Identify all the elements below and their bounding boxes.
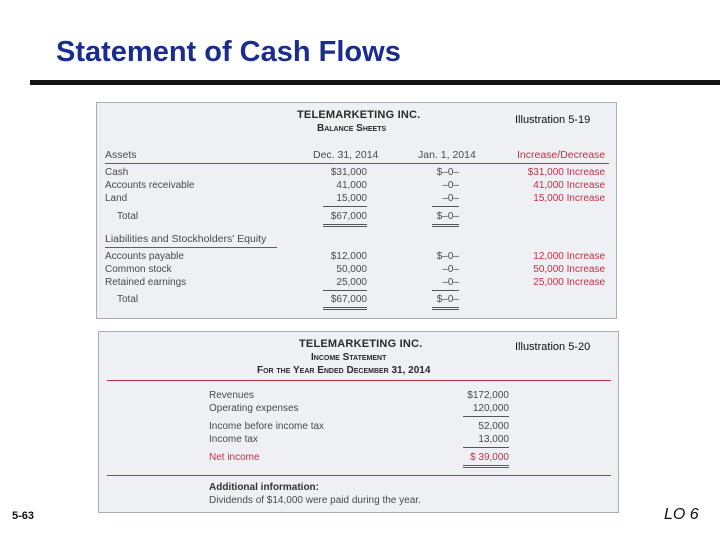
bs-row-change: 15,000 Increase (533, 193, 605, 204)
bs-col-dec-header: Dec. 31, 2014 (313, 149, 379, 161)
bs-row-jan: –0– (442, 264, 459, 275)
bs-assets-total-dec: $67,000 (330, 211, 367, 222)
bs-illustration-label: Illustration 5-19 (515, 114, 591, 126)
bs-row-change: 25,000 Increase (533, 277, 605, 288)
is-period: For the Year Ended December 31, 2014 (257, 365, 431, 376)
bs-row-label: Common stock (105, 264, 172, 275)
bs-row-change: 41,000 Increase (533, 180, 605, 191)
is-row-amount: $172,000 (467, 390, 509, 401)
is-footer-rule (107, 475, 611, 476)
bs-col-jan-header: Jan. 1, 2014 (418, 149, 476, 161)
is-row-label: Revenues (209, 390, 255, 401)
bs-row-jan: –0– (442, 180, 459, 191)
bs-row-dec: 15,000 (336, 193, 367, 204)
bs-row-change: 12,000 Increase (533, 251, 605, 262)
is-row-amount: 13,000 (478, 434, 509, 445)
is-company-name: TELEMARKETING INC. (299, 338, 423, 350)
balance-sheet-panel (96, 102, 617, 319)
is-statement-title: Income Statement (311, 352, 387, 363)
bs-row-dec: $12,000 (330, 251, 367, 262)
bs-row-label: Accounts receivable (105, 180, 195, 191)
is-row-label: Income before income tax (209, 421, 325, 432)
bs-row-dec: 25,000 (336, 277, 367, 288)
bs-col-change-header: Increase/Decrease (517, 149, 606, 161)
bs-row-jan: $–0– (436, 167, 459, 178)
slide-title: Statement of Cash Flows (56, 36, 401, 68)
is-row-label: Income tax (209, 434, 258, 445)
bs-row-change: $31,000 Increase (527, 167, 605, 178)
bs-liabilities-rule (105, 247, 277, 248)
learning-objective-label: LO 6 (664, 506, 699, 523)
is-header-rule (107, 380, 611, 381)
bs-statement-title: Balance Sheets (317, 123, 387, 134)
bs-assets-total-label: Total (117, 211, 139, 222)
is-net-income-label: Net income (209, 452, 260, 463)
bs-assets-header: Assets (105, 149, 137, 161)
bs-header-rule (105, 163, 609, 164)
bs-assets-total-jan: $–0– (436, 211, 459, 222)
bs-row-dec: 41,000 (336, 180, 367, 191)
bs-row-label: Retained earnings (105, 277, 187, 288)
is-additional-info-text: Dividends of $14,000 were paid during the year. (209, 495, 421, 506)
bs-company-name: TELEMARKETING INC. (297, 109, 421, 121)
bs-row-dec: $31,000 (330, 167, 367, 178)
bs-row-jan: –0– (442, 193, 459, 204)
is-row-amount: 120,000 (472, 403, 509, 414)
is-net-income-amount: $ 39,000 (470, 452, 509, 463)
bs-liabilities-header: Liabilities and Stockholders' Equity (105, 233, 267, 245)
title-divider (30, 80, 720, 85)
bs-row-dec: 50,000 (336, 264, 367, 275)
bs-row-jan: $–0– (436, 251, 459, 262)
bs-row-jan: –0– (442, 277, 459, 288)
bs-row-label: Accounts payable (105, 251, 184, 262)
page-number: 5-63 (12, 510, 35, 522)
is-row-label: Operating expenses (209, 403, 299, 414)
bs-row-label: Land (105, 193, 128, 204)
bs-liabilities-total-label: Total (117, 294, 139, 305)
is-illustration-label: Illustration 5-20 (515, 341, 591, 353)
bs-row-label: Cash (105, 167, 129, 178)
bs-liabilities-total-dec: $67,000 (330, 294, 367, 305)
is-additional-info-title: Additional information: (209, 482, 319, 493)
bs-row-change: 50,000 Increase (533, 264, 605, 275)
bs-liabilities-total-jan: $–0– (436, 294, 459, 305)
is-row-amount: 52,000 (478, 421, 509, 432)
income-statement-panel (98, 331, 619, 513)
